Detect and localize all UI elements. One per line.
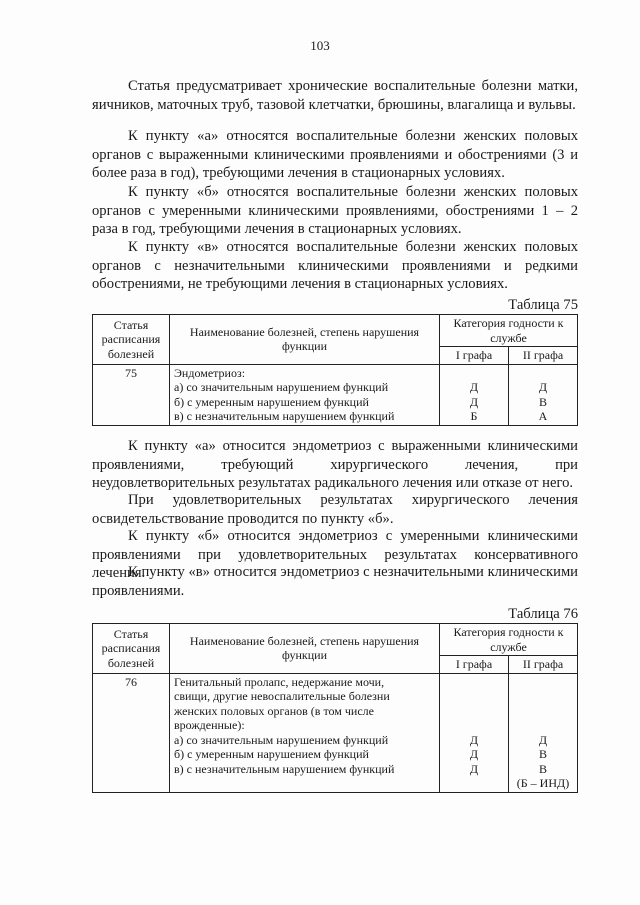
table76-article: 76 <box>93 673 170 792</box>
table75-g1-value: Б <box>470 409 478 423</box>
table75-g1-value: Д <box>469 394 479 409</box>
table76-g1-value <box>444 704 504 719</box>
table76-g1-value: Д <box>469 732 479 747</box>
table75-name-cell <box>170 364 440 425</box>
intro-paragraph-4: К пункту «в» относятся воспалительные болезни женских половых органов с незначительными клиническими проявлениями и редкими обострениями, не требующими лечения в стационарных условиях. <box>92 239 578 293</box>
table75-g2-value <box>513 366 573 381</box>
table76-grafa1-cell <box>440 673 509 792</box>
table75-g2-value: В <box>538 394 547 409</box>
table75-header-article: Статья расписания болезней <box>93 315 170 365</box>
table76-g2-value: В <box>538 747 547 761</box>
table76-g2-value: (Б – ИНД) <box>516 776 570 790</box>
middle-paragraph-4: К пункту «в» относится эндометриоз с незначительными клиническими проявлениями. <box>92 564 578 599</box>
table76-line: свищи, другие невоспалительные болезни <box>174 689 390 703</box>
table76-caption: Таблица 76 <box>508 606 578 622</box>
table76-header-name: Наименование болезней, степень нарушения функции <box>170 624 440 674</box>
table76-header-grafa2: II графа <box>509 656 578 674</box>
table75-header-name: Наименование болезней, степень нарушения функции <box>170 315 440 365</box>
table75-g2-value: Д <box>538 380 548 394</box>
table75-header-grafa2: II графа <box>509 347 578 365</box>
intro-paragraph-1: Статья предусматривает хронические воспалительные болезни матки, яичников, маточных труб, тазовой клетчатки, брюшины, влагалища и вульвы. <box>92 78 578 113</box>
table75-grafa1-cell <box>440 364 509 425</box>
table76-g1-value <box>444 675 504 690</box>
table76-header-grafa1: I графа <box>440 656 509 674</box>
table76-line: врожденные): <box>174 718 245 732</box>
table76-g1-value <box>444 718 504 733</box>
table76-grafa2-cell <box>509 673 578 792</box>
table75-row <box>93 364 578 425</box>
table76-header-article: Статья расписания болезней <box>93 624 170 674</box>
table75-line: б) с умеренным нарушением функций <box>174 394 369 409</box>
table76-g2-value <box>513 675 573 690</box>
table75-g2-value: А <box>538 409 548 423</box>
intro-paragraph-2: К пункту «а» относятся воспалительные болезни женских половых органов с выраженными клиническими проявлениями и обострениями (3 и более раза в год), требующими лечения в стационарных условиях. <box>92 128 578 182</box>
table76-line: б) с умеренным нарушением функций <box>174 747 369 761</box>
table76-row <box>93 673 578 792</box>
table76-g1-value: Д <box>469 747 479 761</box>
table75-header-category: Категория годности к службе <box>440 315 578 347</box>
table76-g2-value <box>513 718 573 733</box>
table76 <box>92 623 578 793</box>
table75-g1-value <box>444 366 504 381</box>
table76-g2-value <box>513 704 573 719</box>
middle-paragraph-2: При удовлетворительных результатах хирургического лечения освидетельствование проводится по пункту «б». <box>92 492 578 527</box>
table76-g2-value: Д <box>538 732 548 747</box>
table76-name-cell <box>170 673 440 792</box>
table76-line: в) с незначительным нарушением функций <box>174 761 395 776</box>
table75-caption: Таблица 75 <box>508 297 578 313</box>
table75-line: а) со значительным нарушением функций <box>174 380 389 394</box>
table76-line: женских половых органов (в том числе <box>174 703 374 718</box>
middle-paragraph-3: К пункту «б» относится эндометриоз с умеренными клиническими проявлениями при удовлетворительных результатах консервативного лечения. <box>92 528 578 582</box>
table75-g1-value: Д <box>469 380 479 394</box>
table75-header-grafa1: I графа <box>440 347 509 365</box>
middle-paragraph-1: К пункту «а» относится эндометриоз с выраженными клиническими проявлениями, требующий хирургического лечения, при неудовлетворительных результатах радикального лечения или отказе от него. <box>92 438 578 492</box>
table76-g1-value: Д <box>469 761 479 776</box>
intro-paragraph-3: К пункту «б» относятся воспалительные болезни женских половых органов с умеренными клиническими проявлениями, обострениями 1 – 2 раза в год, требующими лечения в стационарных условиях. <box>92 184 578 238</box>
table75-grafa2-cell <box>509 364 578 425</box>
table75-article: 75 <box>93 364 170 425</box>
table75-line: в) с незначительным нарушением функций <box>174 409 395 423</box>
table76-g1-value <box>444 689 504 704</box>
table76-g2-value <box>513 689 573 704</box>
table76-line: а) со значительным нарушением функций <box>174 732 389 747</box>
table76-g2-value: В <box>538 761 547 776</box>
table76-header-category: Категория годности к службе <box>440 624 578 656</box>
page-number: 103 <box>310 38 330 53</box>
table75-line: Эндометриоз: <box>174 365 246 380</box>
table76-line: Генитальный пролапс, недержание мочи, <box>174 674 385 689</box>
table75 <box>92 314 578 426</box>
